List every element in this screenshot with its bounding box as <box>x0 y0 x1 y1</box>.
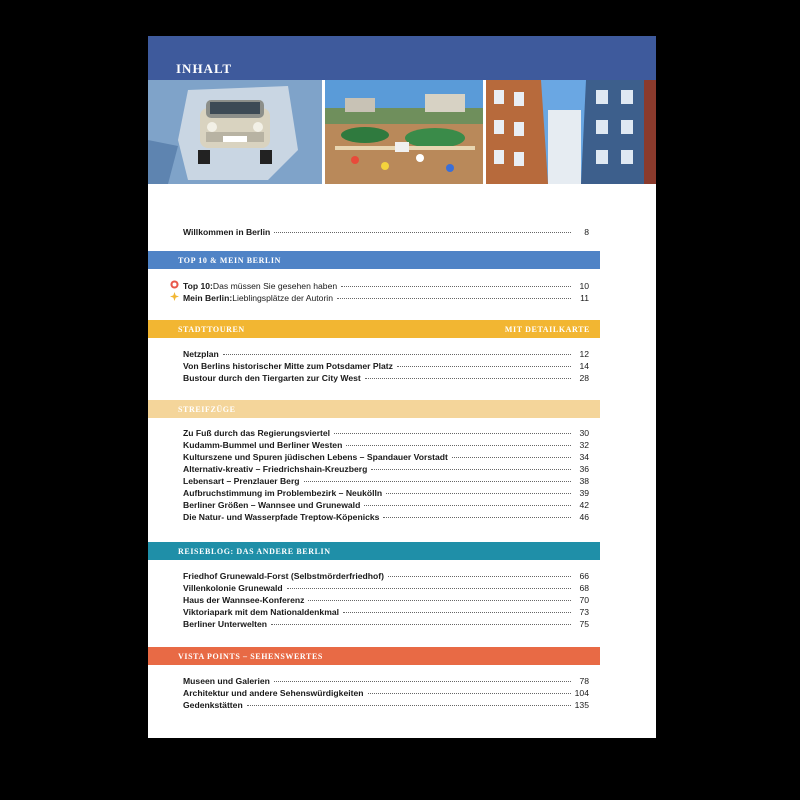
section-subtitle: MIT DETAILKARTE <box>504 325 590 334</box>
toc-entry-label: Mein Berlin: <box>183 293 233 303</box>
leader-dots <box>334 433 571 434</box>
toc-entry-page: 46 <box>579 512 589 522</box>
page-title: INHALT <box>176 61 233 76</box>
leader-dots <box>346 445 571 446</box>
toc-entry-page: 135 <box>574 700 589 710</box>
top10-badge-icon <box>170 280 179 289</box>
toc-entry-page: 11 <box>580 293 589 303</box>
toc-entry-label: Villenkolonie Grunewald <box>183 583 283 593</box>
toc-entry-desc: Lieblingsplätze der Autorin <box>232 293 333 303</box>
toc-entry[interactable] <box>183 361 589 372</box>
toc-entry[interactable] <box>183 583 589 594</box>
toc-entry-page: 42 <box>579 500 589 510</box>
leader-dots <box>371 469 571 470</box>
leader-dots <box>368 693 571 694</box>
star-icon <box>170 292 179 301</box>
photo-beach-bar <box>325 80 483 184</box>
toc-entry[interactable] <box>183 428 589 439</box>
toc-entry-page: 38 <box>579 476 589 486</box>
leader-dots <box>397 366 571 367</box>
toc-entry-label: Friedhof Grunewald-Forst (Selbstmörderfriedhof) <box>183 571 385 581</box>
section-band-stadttouren <box>148 320 600 338</box>
toc-entry[interactable] <box>183 488 589 499</box>
leader-dots <box>271 624 571 625</box>
toc-entry-label: Viktoriapark mit dem Nationaldenkmal <box>183 607 340 617</box>
section-title: TOP 10 & MEIN BERLIN <box>178 256 281 265</box>
toc-entry[interactable] <box>183 700 589 711</box>
toc-entry-page: 8 <box>584 227 589 237</box>
toc-entry-label: Architektur und andere Sehenswürdigkeiten <box>183 688 364 698</box>
leader-dots <box>287 588 571 589</box>
leader-dots <box>223 354 571 355</box>
leader-dots <box>343 612 571 613</box>
leader-dots <box>274 681 571 682</box>
leader-dots <box>364 505 571 506</box>
section-band-streifzuege <box>148 400 600 418</box>
section-band-reiseblog <box>148 542 600 560</box>
toc-entry-label: Top 10: <box>183 281 213 291</box>
toc-entry-page: 12 <box>579 349 589 359</box>
leader-dots <box>341 286 571 287</box>
toc-entry-label: Aufbruchstimmung im Problembezirk – Neukölln <box>183 488 383 498</box>
toc-entry-desc: Das müssen Sie gesehen haben <box>212 281 338 291</box>
leader-dots <box>308 600 571 601</box>
photo-strip <box>148 80 656 184</box>
toc-entry-label: Willkommen in Berlin <box>183 227 271 237</box>
toc-entry-page: 36 <box>579 464 589 474</box>
toc-entry-label: Zu Fuß durch das Regierungsviertel <box>183 428 331 438</box>
toc-entry-page: 68 <box>579 583 589 593</box>
toc-entry[interactable] <box>183 595 589 606</box>
toc-entry[interactable] <box>183 688 589 699</box>
leader-dots <box>247 705 571 706</box>
section-title: STADTTOUREN <box>178 325 245 334</box>
toc-entry-label: Bustour durch den Tiergarten zur City West <box>183 373 361 383</box>
toc-entry-label: Berliner Größen – Wannsee und Grunewald <box>183 500 361 510</box>
toc-entry-page: 66 <box>579 571 589 581</box>
toc-entry-label: Haus der Wannsee-Konferenz <box>183 595 305 605</box>
toc-entry[interactable] <box>183 373 589 384</box>
toc-entry[interactable] <box>183 571 589 582</box>
toc-entry-label: Alternativ-kreativ – Friedrichshain-Kreuzberg <box>183 464 368 474</box>
toc-entry-label: Die Natur- und Wasserpfade Treptow-Köpenicks <box>183 512 380 522</box>
toc-entry[interactable] <box>183 464 589 475</box>
toc-entry-mein-berlin[interactable] <box>183 292 589 304</box>
toc-entry-label: Netzplan <box>183 349 219 359</box>
toc-entry-page: 73 <box>579 607 589 617</box>
toc-entry-page: 28 <box>579 373 589 383</box>
toc-entry[interactable] <box>183 619 589 630</box>
toc-entry-page: 75 <box>579 619 589 629</box>
leader-dots <box>304 481 571 482</box>
leader-dots <box>337 298 571 299</box>
toc-entry[interactable] <box>183 440 589 451</box>
photo-trabant-wall <box>148 80 322 184</box>
toc-entry[interactable] <box>183 500 589 511</box>
leader-dots <box>386 493 571 494</box>
toc-entry-top10[interactable] <box>183 280 589 292</box>
toc-entry-page: 104 <box>574 688 589 698</box>
toc-entry[interactable] <box>183 349 589 360</box>
leader-dots <box>388 576 571 577</box>
toc-entry-page: 30 <box>579 428 589 438</box>
section-title: STREIFZÜGE <box>178 405 236 414</box>
toc-entry-willkommen[interactable] <box>183 227 589 238</box>
toc-entry-page: 32 <box>579 440 589 450</box>
section-title: REISEBLOG: DAS ANDERE BERLIN <box>178 547 331 556</box>
toc-entry[interactable] <box>183 476 589 487</box>
toc-entry-label: Kudamm-Bummel und Berliner Westen <box>183 440 343 450</box>
toc-entry-page: 70 <box>579 595 589 605</box>
header-bar <box>148 36 656 80</box>
toc-entry-label: Von Berlins historischer Mitte zum Potsdamer Platz <box>183 361 393 371</box>
leader-dots <box>365 378 571 379</box>
contents-page <box>148 36 656 738</box>
section-band-vista-points <box>148 647 600 665</box>
section-title: VISTA POINTS – SEHENSWERTES <box>178 652 323 661</box>
toc-entry-label: Lebensart – Prenzlauer Berg <box>183 476 300 486</box>
toc-entry[interactable] <box>183 452 589 463</box>
section-band-top10 <box>148 251 600 269</box>
toc-entry-page: 39 <box>579 488 589 498</box>
toc-entry-page: 10 <box>579 281 589 291</box>
toc-entry-page: 34 <box>579 452 589 462</box>
toc-entry-label: Museen und Galerien <box>183 676 270 686</box>
toc-entry[interactable] <box>183 676 589 687</box>
toc-entry-label: Berliner Unterwelten <box>183 619 268 629</box>
toc-entry[interactable] <box>183 512 589 523</box>
toc-entry[interactable] <box>183 607 589 618</box>
leader-dots <box>452 457 571 458</box>
toc-entry-label: Kulturszene und Spuren jüdischen Lebens – Spandauer Vorstadt <box>183 452 448 462</box>
toc-entry-page: 14 <box>579 361 589 371</box>
toc-entry-page: 78 <box>579 676 589 686</box>
photo-courtyard <box>486 80 656 184</box>
toc-entry-label: Gedenkstätten <box>183 700 243 710</box>
leader-dots <box>383 517 571 518</box>
leader-dots <box>274 232 571 233</box>
